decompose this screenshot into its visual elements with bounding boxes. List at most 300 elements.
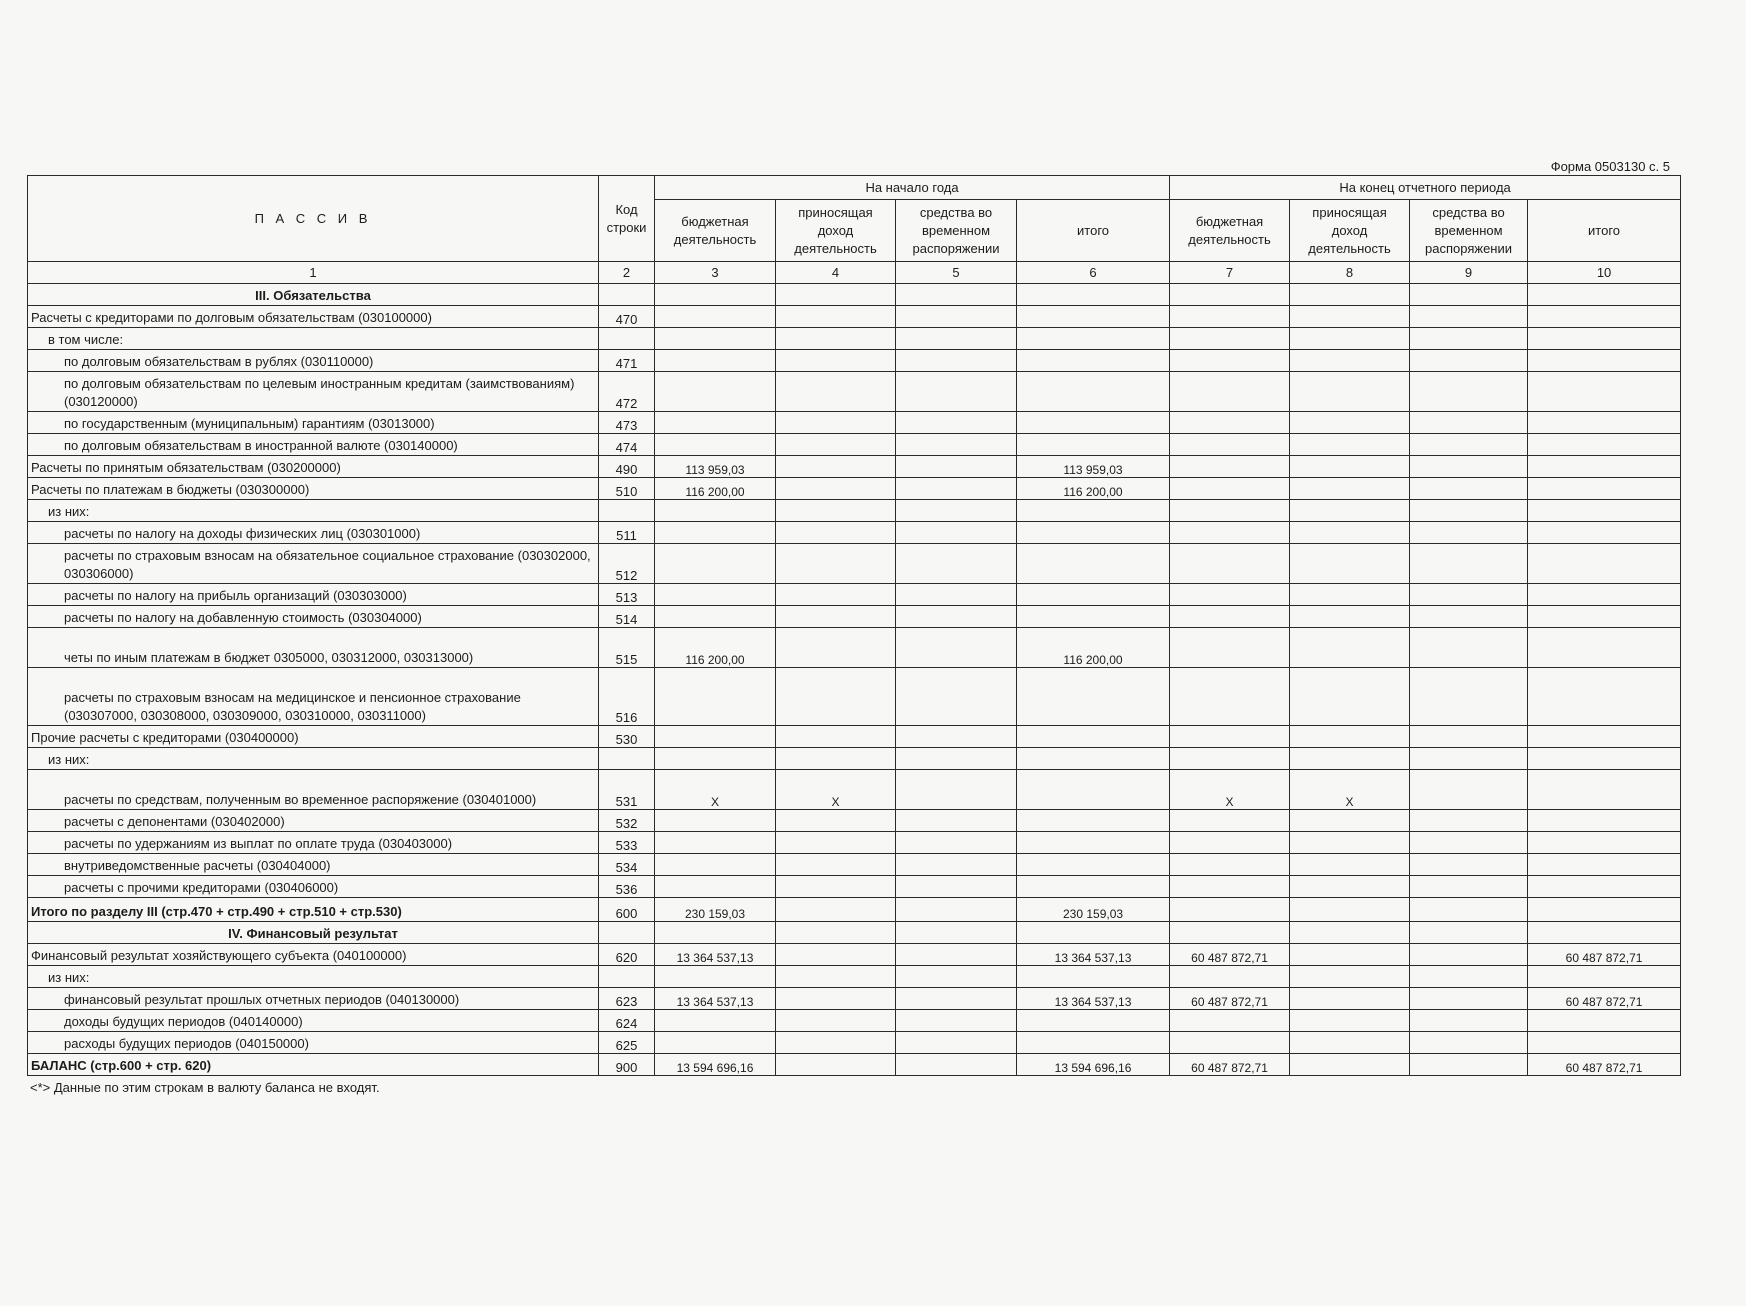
value-cell: [655, 726, 776, 748]
value-cell: [776, 748, 896, 770]
value-cell: [1528, 284, 1681, 306]
table-body: [28, 284, 1681, 1076]
value-cell: [1017, 412, 1170, 434]
row-code: 490: [599, 456, 655, 478]
col-number: 2: [599, 262, 655, 284]
table-row: [28, 372, 1681, 412]
table-row: [28, 434, 1681, 456]
value-cell: [1410, 854, 1528, 876]
value-cell: [1017, 854, 1170, 876]
value-cell: [1017, 372, 1170, 412]
value-cell: [1528, 726, 1681, 748]
value-cell: [1410, 628, 1528, 668]
value-cell: [655, 284, 776, 306]
value-cell: [1410, 328, 1528, 350]
value-cell: [1410, 832, 1528, 854]
row-label: расчеты по страховым взносам на медицинское и пенсионное страхование (030307000, 030308000, 030309000, 030310000, 030311000): [28, 668, 599, 726]
value-cell: [655, 500, 776, 522]
value-cell: [776, 898, 896, 922]
row-label: расходы будущих периодов (040150000): [28, 1032, 599, 1054]
value-cell: [896, 628, 1017, 668]
value-cell: [655, 328, 776, 350]
value-cell: [1017, 810, 1170, 832]
value-cell: [1410, 726, 1528, 748]
value-cell: [776, 328, 896, 350]
code-header: Код строки: [599, 176, 655, 262]
row-label: из них:: [28, 748, 599, 770]
value-cell: [1170, 668, 1290, 726]
table-row: [28, 478, 1681, 500]
value-cell: [655, 854, 776, 876]
row-code: 532: [599, 810, 655, 832]
value-cell: [776, 544, 896, 584]
row-label: III. Обязательства: [28, 284, 599, 306]
value-cell: [896, 412, 1017, 434]
row-label: расчеты по страховым взносам на обязательное социальное страхование (030302000, 030306000): [28, 544, 599, 584]
value-cell: 230 159,03: [1017, 898, 1170, 922]
value-cell: [1290, 350, 1410, 372]
value-cell: [776, 1010, 896, 1032]
row-label: по долговым обязательствам по целевым иностранным кредитам (заимствованиям) (030120000): [28, 372, 599, 412]
value-cell: [1290, 478, 1410, 500]
value-cell: [1528, 306, 1681, 328]
table-row: [28, 668, 1681, 726]
col-header: бюджетная деятельность: [655, 200, 776, 262]
value-cell: 113 959,03: [655, 456, 776, 478]
value-cell: [776, 584, 896, 606]
row-label: по государственным (муниципальным) гарантиям (03013000): [28, 412, 599, 434]
value-cell: [776, 628, 896, 668]
value-cell: 113 959,03: [1017, 456, 1170, 478]
form-reference: Форма 0503130 с. 5: [1550, 159, 1670, 174]
value-cell: [1170, 876, 1290, 898]
value-cell: [1290, 832, 1410, 854]
value-cell: [776, 1032, 896, 1054]
row-code: 472: [599, 372, 655, 412]
value-cell: [1410, 544, 1528, 584]
value-cell: [1410, 748, 1528, 770]
value-cell: [1170, 966, 1290, 988]
value-cell: [1528, 544, 1681, 584]
value-cell: [1410, 500, 1528, 522]
table-row: [28, 770, 1681, 810]
value-cell: [1017, 584, 1170, 606]
value-cell: [1017, 350, 1170, 372]
value-cell: [776, 434, 896, 456]
row-label: из них:: [28, 500, 599, 522]
value-cell: [1410, 966, 1528, 988]
value-cell: [776, 500, 896, 522]
value-cell: 13 364 537,13: [655, 944, 776, 966]
row-code: [599, 748, 655, 770]
value-cell: 116 200,00: [655, 628, 776, 668]
value-cell: [655, 434, 776, 456]
value-cell: [1410, 770, 1528, 810]
value-cell: [1410, 372, 1528, 412]
row-label: расчеты по налогу на доходы физических лиц (030301000): [28, 522, 599, 544]
value-cell: [1290, 284, 1410, 306]
value-cell: 13 594 696,16: [655, 1054, 776, 1076]
row-label: расчеты с прочими кредиторами (030406000): [28, 876, 599, 898]
value-cell: [896, 584, 1017, 606]
value-cell: [655, 876, 776, 898]
row-code: [599, 500, 655, 522]
value-cell: X: [776, 770, 896, 810]
value-cell: 60 487 872,71: [1170, 944, 1290, 966]
value-cell: [655, 832, 776, 854]
table-row: [28, 522, 1681, 544]
col-header: бюджетная деятельность: [1170, 200, 1290, 262]
value-cell: [1170, 726, 1290, 748]
value-cell: [1290, 584, 1410, 606]
value-cell: X: [1290, 770, 1410, 810]
value-cell: [1017, 770, 1170, 810]
value-cell: [1017, 726, 1170, 748]
value-cell: [1290, 372, 1410, 412]
value-cell: [1017, 668, 1170, 726]
col-number: 4: [776, 262, 896, 284]
row-code: 533: [599, 832, 655, 854]
footnote: <*> Данные по этим строкам в валюту баланса не входят.: [30, 1080, 380, 1095]
value-cell: [1170, 306, 1290, 328]
value-cell: [1017, 522, 1170, 544]
table-row: [28, 1054, 1681, 1076]
col-number: 6: [1017, 262, 1170, 284]
value-cell: [776, 668, 896, 726]
value-cell: [1017, 306, 1170, 328]
row-label: Расчеты с кредиторами по долговым обязательствам (030100000): [28, 306, 599, 328]
value-cell: [896, 832, 1017, 854]
row-label: доходы будущих периодов (040140000): [28, 1010, 599, 1032]
value-cell: [655, 966, 776, 988]
row-label: БАЛАНС (стр.600 + стр. 620): [28, 1054, 599, 1076]
value-cell: [655, 544, 776, 584]
row-code: 470: [599, 306, 655, 328]
value-cell: [1528, 434, 1681, 456]
value-cell: [1290, 328, 1410, 350]
value-cell: [776, 522, 896, 544]
row-label: Финансовый результат хозяйствующего субъекта (040100000): [28, 944, 599, 966]
row-code: [599, 966, 655, 988]
value-cell: [1290, 628, 1410, 668]
col-number: 5: [896, 262, 1017, 284]
value-cell: [1528, 606, 1681, 628]
value-cell: [1170, 898, 1290, 922]
value-cell: [1290, 854, 1410, 876]
value-cell: [1290, 748, 1410, 770]
value-cell: [655, 1010, 776, 1032]
value-cell: [776, 922, 896, 944]
value-cell: [1410, 1010, 1528, 1032]
value-cell: [1017, 922, 1170, 944]
col-number: 7: [1170, 262, 1290, 284]
value-cell: [896, 372, 1017, 412]
value-cell: [1170, 1010, 1290, 1032]
table-row: [28, 328, 1681, 350]
row-label: Расчеты по платежам в бюджеты (030300000): [28, 478, 599, 500]
value-cell: [1528, 412, 1681, 434]
row-label: по долговым обязательствам в рублях (030110000): [28, 350, 599, 372]
value-cell: [1170, 372, 1290, 412]
table-row: [28, 944, 1681, 966]
value-cell: [1170, 522, 1290, 544]
value-cell: [1528, 748, 1681, 770]
row-code: [599, 922, 655, 944]
value-cell: [1170, 284, 1290, 306]
value-cell: [776, 854, 896, 876]
value-cell: [896, 876, 1017, 898]
value-cell: [1528, 1032, 1681, 1054]
value-cell: [1528, 372, 1681, 412]
value-cell: [1528, 854, 1681, 876]
col-number: 1: [28, 262, 599, 284]
value-cell: [1170, 832, 1290, 854]
row-label: расчеты по налогу на прибыль организаций (030303000): [28, 584, 599, 606]
row-code: 510: [599, 478, 655, 500]
table-row: [28, 584, 1681, 606]
value-cell: [896, 522, 1017, 544]
row-label: из них:: [28, 966, 599, 988]
row-label: Расчеты по принятым обязательствам (030200000): [28, 456, 599, 478]
value-cell: [896, 668, 1017, 726]
value-cell: [1528, 328, 1681, 350]
value-cell: [1290, 606, 1410, 628]
table-row: [28, 988, 1681, 1010]
value-cell: [776, 606, 896, 628]
row-label: четы по иным платежам в бюджет 0305000, 030312000, 030313000): [28, 628, 599, 668]
row-code: 514: [599, 606, 655, 628]
value-cell: [776, 726, 896, 748]
value-cell: [1290, 412, 1410, 434]
value-cell: [1528, 500, 1681, 522]
value-cell: [1290, 456, 1410, 478]
value-cell: 60 487 872,71: [1528, 988, 1681, 1010]
value-cell: [1290, 1054, 1410, 1076]
value-cell: [1170, 328, 1290, 350]
table-row: [28, 1032, 1681, 1054]
value-cell: [1017, 434, 1170, 456]
value-cell: [1290, 810, 1410, 832]
row-code: 623: [599, 988, 655, 1010]
value-cell: [896, 328, 1017, 350]
value-cell: [1017, 500, 1170, 522]
value-cell: [1017, 832, 1170, 854]
value-cell: [1410, 456, 1528, 478]
row-label: по долговым обязательствам в иностранной валюте (030140000): [28, 434, 599, 456]
value-cell: [655, 522, 776, 544]
value-cell: [1170, 606, 1290, 628]
table-row: [28, 606, 1681, 628]
value-cell: [896, 854, 1017, 876]
start-of-year-header: На начало года: [655, 176, 1170, 200]
value-cell: [776, 876, 896, 898]
table-row: [28, 876, 1681, 898]
value-cell: [655, 748, 776, 770]
col-header: итого: [1017, 200, 1170, 262]
value-cell: [1170, 628, 1290, 668]
row-label: в том числе:: [28, 328, 599, 350]
value-cell: [1170, 478, 1290, 500]
value-cell: [896, 726, 1017, 748]
value-cell: 60 487 872,71: [1528, 944, 1681, 966]
row-code: 530: [599, 726, 655, 748]
value-cell: [896, 898, 1017, 922]
value-cell: [1290, 876, 1410, 898]
value-cell: [1528, 456, 1681, 478]
row-code: 600: [599, 898, 655, 922]
table-row: [28, 898, 1681, 922]
value-cell: [1170, 1032, 1290, 1054]
col-number: 9: [1410, 262, 1528, 284]
value-cell: [776, 478, 896, 500]
value-cell: [1170, 544, 1290, 584]
value-cell: [1528, 922, 1681, 944]
table-row: [28, 350, 1681, 372]
value-cell: [1528, 584, 1681, 606]
col-number: 8: [1290, 262, 1410, 284]
value-cell: [1170, 500, 1290, 522]
value-cell: [1290, 898, 1410, 922]
table-row: [28, 832, 1681, 854]
value-cell: [1528, 628, 1681, 668]
value-cell: [1410, 478, 1528, 500]
col-number: 3: [655, 262, 776, 284]
value-cell: [1410, 944, 1528, 966]
value-cell: [776, 1054, 896, 1076]
row-code: 511: [599, 522, 655, 544]
row-code: 534: [599, 854, 655, 876]
value-cell: [1017, 606, 1170, 628]
value-cell: X: [1170, 770, 1290, 810]
value-cell: [1528, 1010, 1681, 1032]
value-cell: [655, 306, 776, 328]
value-cell: [1290, 1032, 1410, 1054]
value-cell: [896, 748, 1017, 770]
value-cell: [1528, 810, 1681, 832]
table-row: [28, 854, 1681, 876]
value-cell: [776, 810, 896, 832]
value-cell: [776, 412, 896, 434]
row-code: 473: [599, 412, 655, 434]
value-cell: [776, 372, 896, 412]
value-cell: 116 200,00: [1017, 478, 1170, 500]
row-code: 515: [599, 628, 655, 668]
value-cell: [1410, 434, 1528, 456]
value-cell: [1290, 966, 1410, 988]
col-header: приносящая доход деятельность: [1290, 200, 1410, 262]
value-cell: [1170, 584, 1290, 606]
row-code: [599, 284, 655, 306]
value-cell: [776, 350, 896, 372]
value-cell: [1290, 944, 1410, 966]
value-cell: [896, 434, 1017, 456]
value-cell: [896, 606, 1017, 628]
row-label: финансовый результат прошлых отчетных периодов (040130000): [28, 988, 599, 1010]
value-cell: [896, 944, 1017, 966]
row-label: внутриведомственные расчеты (030404000): [28, 854, 599, 876]
value-cell: [655, 350, 776, 372]
value-cell: 13 594 696,16: [1017, 1054, 1170, 1076]
value-cell: [1017, 1032, 1170, 1054]
value-cell: [896, 770, 1017, 810]
value-cell: [1290, 1010, 1410, 1032]
value-cell: [1170, 456, 1290, 478]
value-cell: [1528, 478, 1681, 500]
value-cell: [1528, 832, 1681, 854]
value-cell: [896, 456, 1017, 478]
row-label: IV. Финансовый результат: [28, 922, 599, 944]
value-cell: [896, 544, 1017, 584]
value-cell: [1017, 544, 1170, 584]
passiv-header: П А С С И В: [28, 176, 599, 262]
value-cell: [1410, 898, 1528, 922]
value-cell: [1410, 306, 1528, 328]
value-cell: 116 200,00: [1017, 628, 1170, 668]
row-code: 471: [599, 350, 655, 372]
value-cell: [896, 988, 1017, 1010]
row-label: расчеты с депонентами (030402000): [28, 810, 599, 832]
value-cell: [1410, 584, 1528, 606]
value-cell: [896, 810, 1017, 832]
row-code: 624: [599, 1010, 655, 1032]
table-row: [28, 748, 1681, 770]
value-cell: [776, 832, 896, 854]
value-cell: [776, 284, 896, 306]
value-cell: [1410, 412, 1528, 434]
value-cell: [1290, 988, 1410, 1010]
value-cell: [896, 500, 1017, 522]
value-cell: [1017, 284, 1170, 306]
value-cell: [1410, 988, 1528, 1010]
row-code: 536: [599, 876, 655, 898]
value-cell: [896, 1054, 1017, 1076]
row-label: расчеты по удержаниям из выплат по оплате труда (030403000): [28, 832, 599, 854]
table-row: [28, 500, 1681, 522]
value-cell: [776, 456, 896, 478]
table-row: [28, 284, 1681, 306]
value-cell: [1410, 284, 1528, 306]
value-cell: 116 200,00: [655, 478, 776, 500]
table-row: [28, 456, 1681, 478]
value-cell: [896, 922, 1017, 944]
value-cell: [1410, 810, 1528, 832]
value-cell: [1170, 810, 1290, 832]
row-code: 512: [599, 544, 655, 584]
table-row: [28, 628, 1681, 668]
value-cell: [1528, 350, 1681, 372]
row-code: [599, 328, 655, 350]
value-cell: [1290, 434, 1410, 456]
value-cell: [1290, 922, 1410, 944]
table-row: [28, 306, 1681, 328]
value-cell: 60 487 872,71: [1528, 1054, 1681, 1076]
value-cell: [1170, 412, 1290, 434]
end-of-period-header: На конец отчетного периода: [1170, 176, 1681, 200]
value-cell: [1528, 876, 1681, 898]
value-cell: [1170, 922, 1290, 944]
value-cell: [896, 478, 1017, 500]
value-cell: [776, 966, 896, 988]
table-row: [28, 922, 1681, 944]
value-cell: [1410, 1032, 1528, 1054]
value-cell: [1017, 1010, 1170, 1032]
value-cell: [1290, 668, 1410, 726]
row-code: 516: [599, 668, 655, 726]
row-code: 900: [599, 1054, 655, 1076]
value-cell: [776, 988, 896, 1010]
value-cell: [776, 944, 896, 966]
value-cell: [1528, 966, 1681, 988]
